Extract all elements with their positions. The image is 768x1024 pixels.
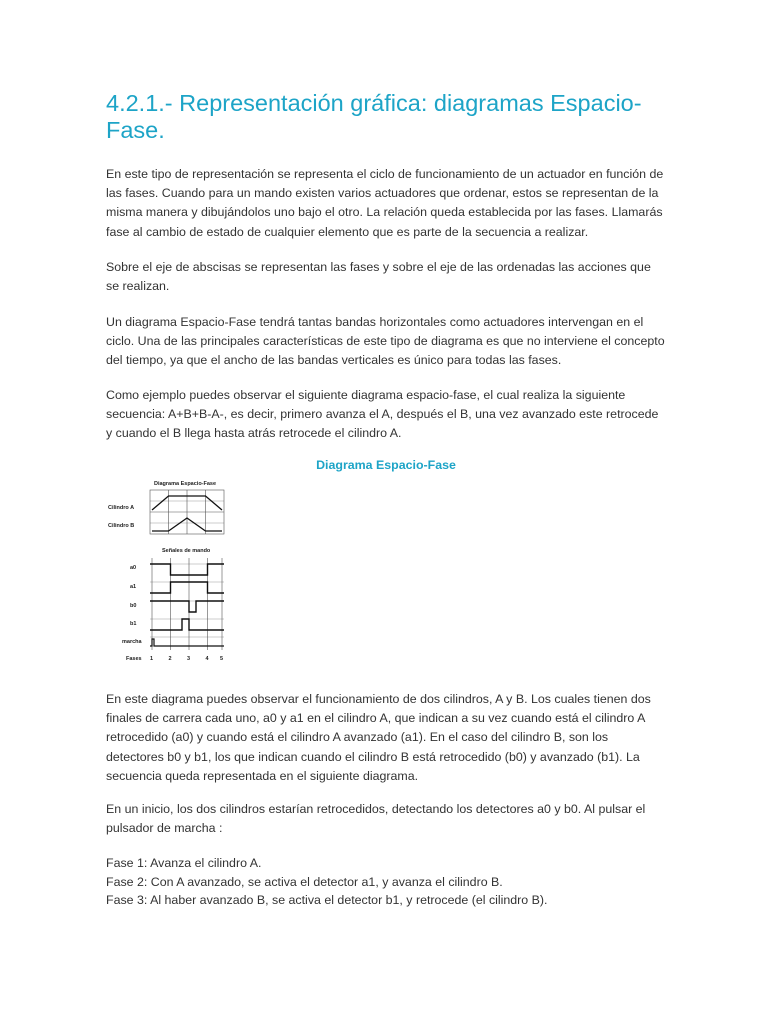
signal-label-b0: b0 xyxy=(130,603,137,609)
phase-number-5: 5 xyxy=(220,656,224,662)
phase-number-1: 1 xyxy=(150,656,154,662)
paragraph-example: Como ejemplo puedes observar el siguiente diagrama espacio-fase, el cual realiza la siguiente secuencia: A+B+B-A-, es decir, primero avanza el A, después el B, una vez avanzado este retrocede y cuando el B llega hasta atrás retrocede el cilindro A. xyxy=(106,388,659,441)
cylinder-b-label: Cilindro B xyxy=(108,523,135,529)
phase-item-2: Fase 2: Con A avanzado, se activa el detector a1, y avanza el cilindro B. xyxy=(106,874,503,889)
signal-label-marcha: marcha xyxy=(122,639,142,645)
signals-grid xyxy=(150,558,224,650)
phase-number-2: 2 xyxy=(168,656,172,662)
figure-caption: Diagrama Espacio-Fase xyxy=(316,458,456,472)
signal-label-b1: b1 xyxy=(130,621,137,627)
space-phase-diagram xyxy=(104,474,240,668)
cylinder-a-label: Cilindro A xyxy=(108,505,135,511)
signal-b1-trace xyxy=(150,619,224,630)
signals-title: Señales de mando xyxy=(162,548,211,554)
paragraph-start: En un inicio, los dos cilindros estarían retrocedidos, detectando los detectores a0 y b0. Al pulsar el pulsador de marcha : xyxy=(106,802,646,836)
paragraph-axes: Sobre el eje de abscisas se representan las fases y sobre el eje de las ordenadas las acciones que se realizan. xyxy=(106,260,651,294)
phases-axis-label: Fases xyxy=(126,656,142,662)
signal-label-a0: a0 xyxy=(130,565,137,571)
paragraph-cylinders: En este diagrama puedes observar el funcionamiento de dos cilindros, A y B. Los cuales tienen dos finales de carrera cada uno, a0 y a1 en el cilindro A, que indican a su vez cuando está el cilindro A retrocedido (a0) y cuando está el cilindro A avanzado (a1). En el caso del cilindro B, son los detectores b0 y b1, los que indican cuando el cilindro B está retrocedido (b0) y avanzado (b1). La secuencia queda representada en el siguiente diagrama. xyxy=(106,692,651,783)
phase-number-3: 3 xyxy=(187,656,191,662)
paragraph-intro: En este tipo de representación se representa el ciclo de funcionamiento de un actuador en función de las fases. Cuando para un mando existen varios actuadores que ordenar, estos se representan de la misma manera y dibujándolos uno bajo el otro. La relación queda establecida por las fases. Llamarás fase al cambio de estado de cualquier elemento que es parte de la secuencia a realizar. xyxy=(106,167,664,239)
phase-list xyxy=(106,854,666,910)
section-title: 4.2.1.- Representación gráfica: diagramas Espacio-Fase. xyxy=(106,90,642,143)
diagram-title: Diagrama Espacio-Fase xyxy=(154,481,217,487)
signal-b0-trace xyxy=(150,601,224,612)
signal-label-a1: a1 xyxy=(130,584,137,590)
paragraph-bands: Un diagrama Espacio-Fase tendrá tantas bandas horizontales como actuadores intervengan en el ciclo. Una de las principales características de este tipo de diagrama es que no interviene el concepto del tiempo, ya que el ancho de las bandas verticales es único para todas las fases. xyxy=(106,315,665,368)
signal-a1-trace xyxy=(150,582,224,593)
signal-a0-trace xyxy=(150,564,224,575)
signal-marcha-trace xyxy=(150,639,224,646)
phase-item-3: Fase 3: Al haber avanzado B, se activa el detector b1, y retrocede (el cilindro B). xyxy=(106,893,548,908)
phase-item-1: Fase 1: Avanza el cilindro A. xyxy=(106,856,262,870)
phase-number-4: 4 xyxy=(205,656,209,662)
